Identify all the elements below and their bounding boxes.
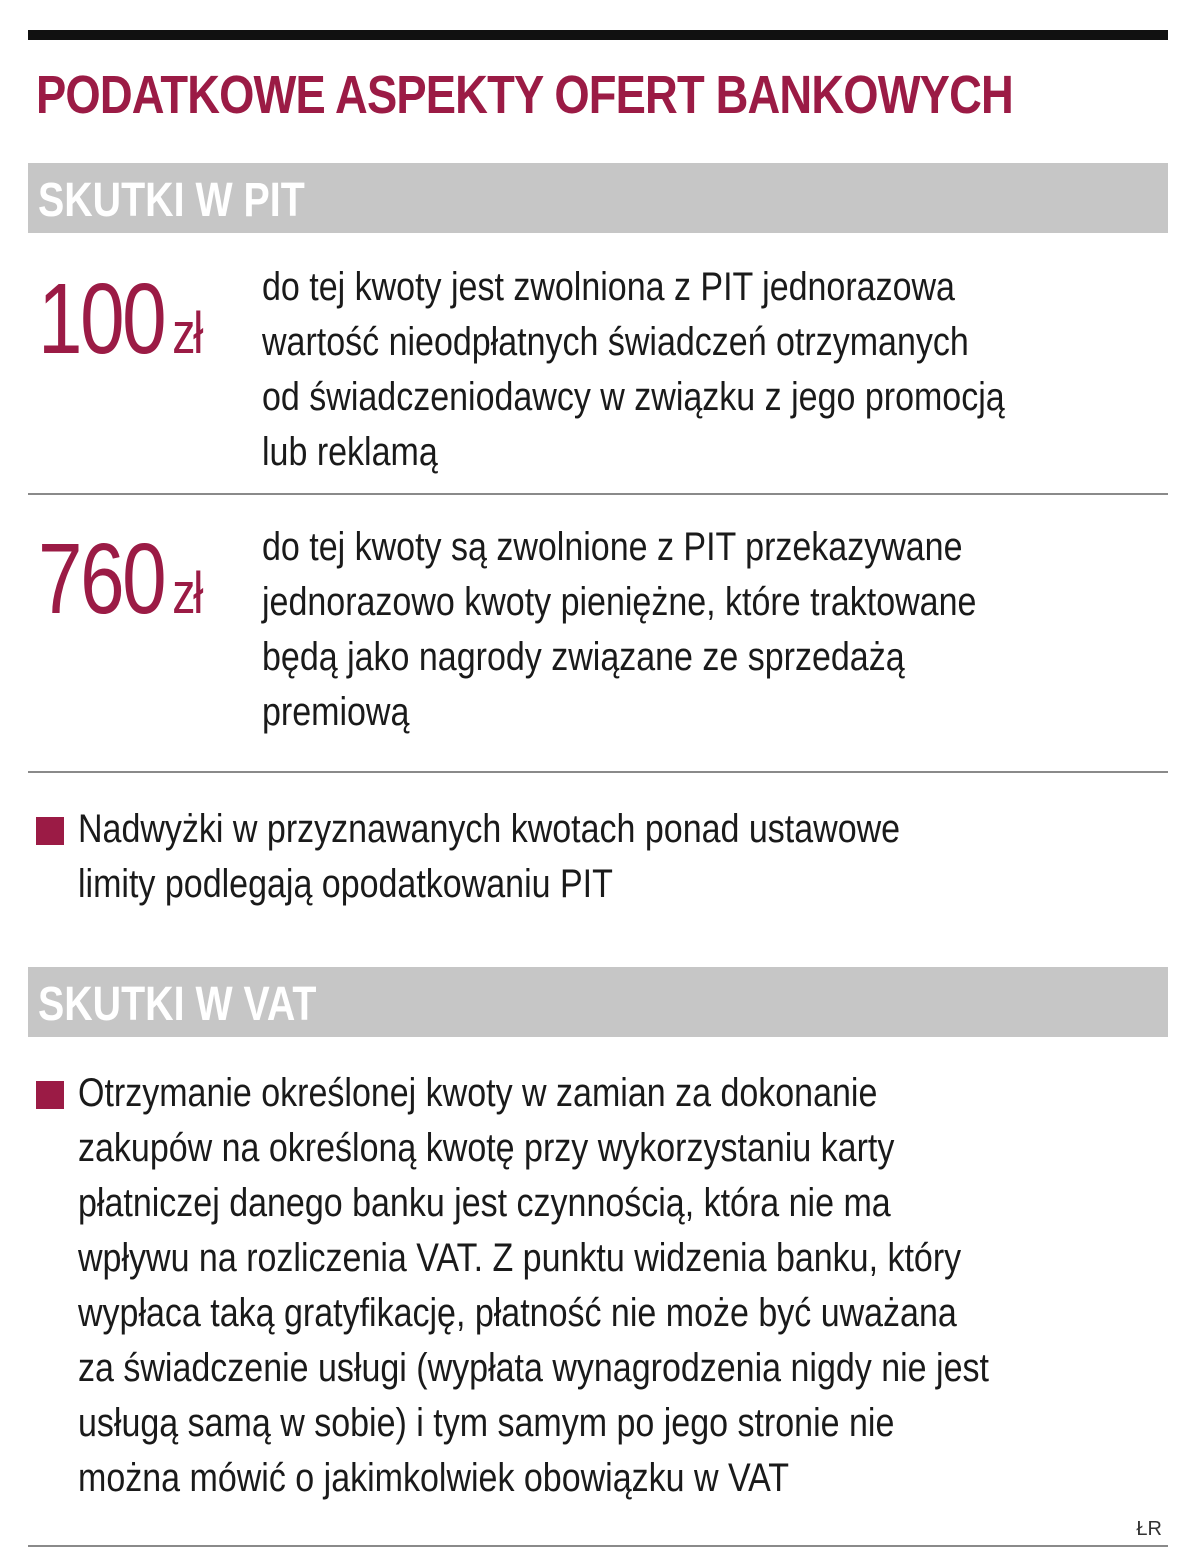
text-line: zakupów na określoną kwotę przy wykorzystaniu karty bbox=[78, 1126, 895, 1170]
author-credit: ŁR bbox=[1136, 1518, 1162, 1540]
divider bbox=[28, 771, 1168, 773]
stat-unit: zł bbox=[172, 301, 201, 366]
stat-number: 100 bbox=[38, 263, 165, 375]
text-line: płatniczej danego banku jest czynnością, która nie ma bbox=[78, 1181, 891, 1225]
text-line: jednorazowo kwoty pieniężne, które traktowane bbox=[262, 580, 977, 624]
page-title: PODATKOWE ASPEKTY OFERT BANKOWYCH bbox=[36, 65, 1013, 125]
text-line: Nadwyżki w przyznawanych kwotach ponad ustawowe bbox=[78, 807, 901, 851]
text-line: wypłaca taką gratyfikację, płatność nie może być uważana bbox=[78, 1291, 957, 1335]
text-line: do tej kwoty jest zwolniona z PIT jednorazowa bbox=[262, 265, 955, 309]
top-rule bbox=[28, 30, 1168, 40]
text-line: za świadczenie usługi (wypłata wynagrodzenia nigdy nie jest bbox=[78, 1346, 989, 1390]
section-header-vat bbox=[28, 967, 1168, 1037]
divider bbox=[28, 493, 1168, 495]
text-line: premiową bbox=[262, 690, 410, 734]
vat-note bbox=[78, 1066, 989, 1506]
section-heading-vat: SKUTKI W VAT bbox=[38, 978, 317, 1031]
text-line: od świadczeniodawcy w związku z jego promocją bbox=[262, 375, 1005, 419]
bottom-rule bbox=[28, 1545, 1168, 1547]
stat-value-100 bbox=[38, 262, 201, 377]
text-line: można mówić o jakimkolwiek obowiązku w VAT bbox=[78, 1456, 790, 1500]
text-line: limity podlegają opodatkowaniu PIT bbox=[78, 862, 613, 906]
stat-description-100 bbox=[262, 260, 1005, 480]
stat-number: 760 bbox=[38, 523, 165, 635]
text-line: wartość nieodpłatnych świadczeń otrzymanych bbox=[262, 320, 969, 364]
text-line: do tej kwoty są zwolnione z PIT przekazywane bbox=[262, 525, 963, 569]
text-line: będą jako nagrody związane ze sprzedażą bbox=[262, 635, 905, 679]
stat-value-760 bbox=[38, 522, 201, 637]
text-line: Otrzymanie określonej kwoty w zamian za dokonanie bbox=[78, 1071, 878, 1115]
text-line: usługą samą w sobie) i tym samym po jego stronie nie bbox=[78, 1401, 895, 1445]
pit-note bbox=[78, 802, 900, 912]
bullet-square-icon bbox=[36, 1081, 64, 1109]
section-header-pit bbox=[28, 163, 1168, 233]
text-line: lub reklamą bbox=[262, 430, 438, 474]
text-line: wpływu na rozliczenia VAT. Z punktu widzenia banku, który bbox=[78, 1236, 962, 1280]
stat-description-760 bbox=[262, 520, 976, 740]
bullet-square-icon bbox=[36, 817, 64, 845]
section-heading-pit: SKUTKI W PIT bbox=[38, 174, 305, 227]
stat-unit: zł bbox=[172, 561, 201, 626]
